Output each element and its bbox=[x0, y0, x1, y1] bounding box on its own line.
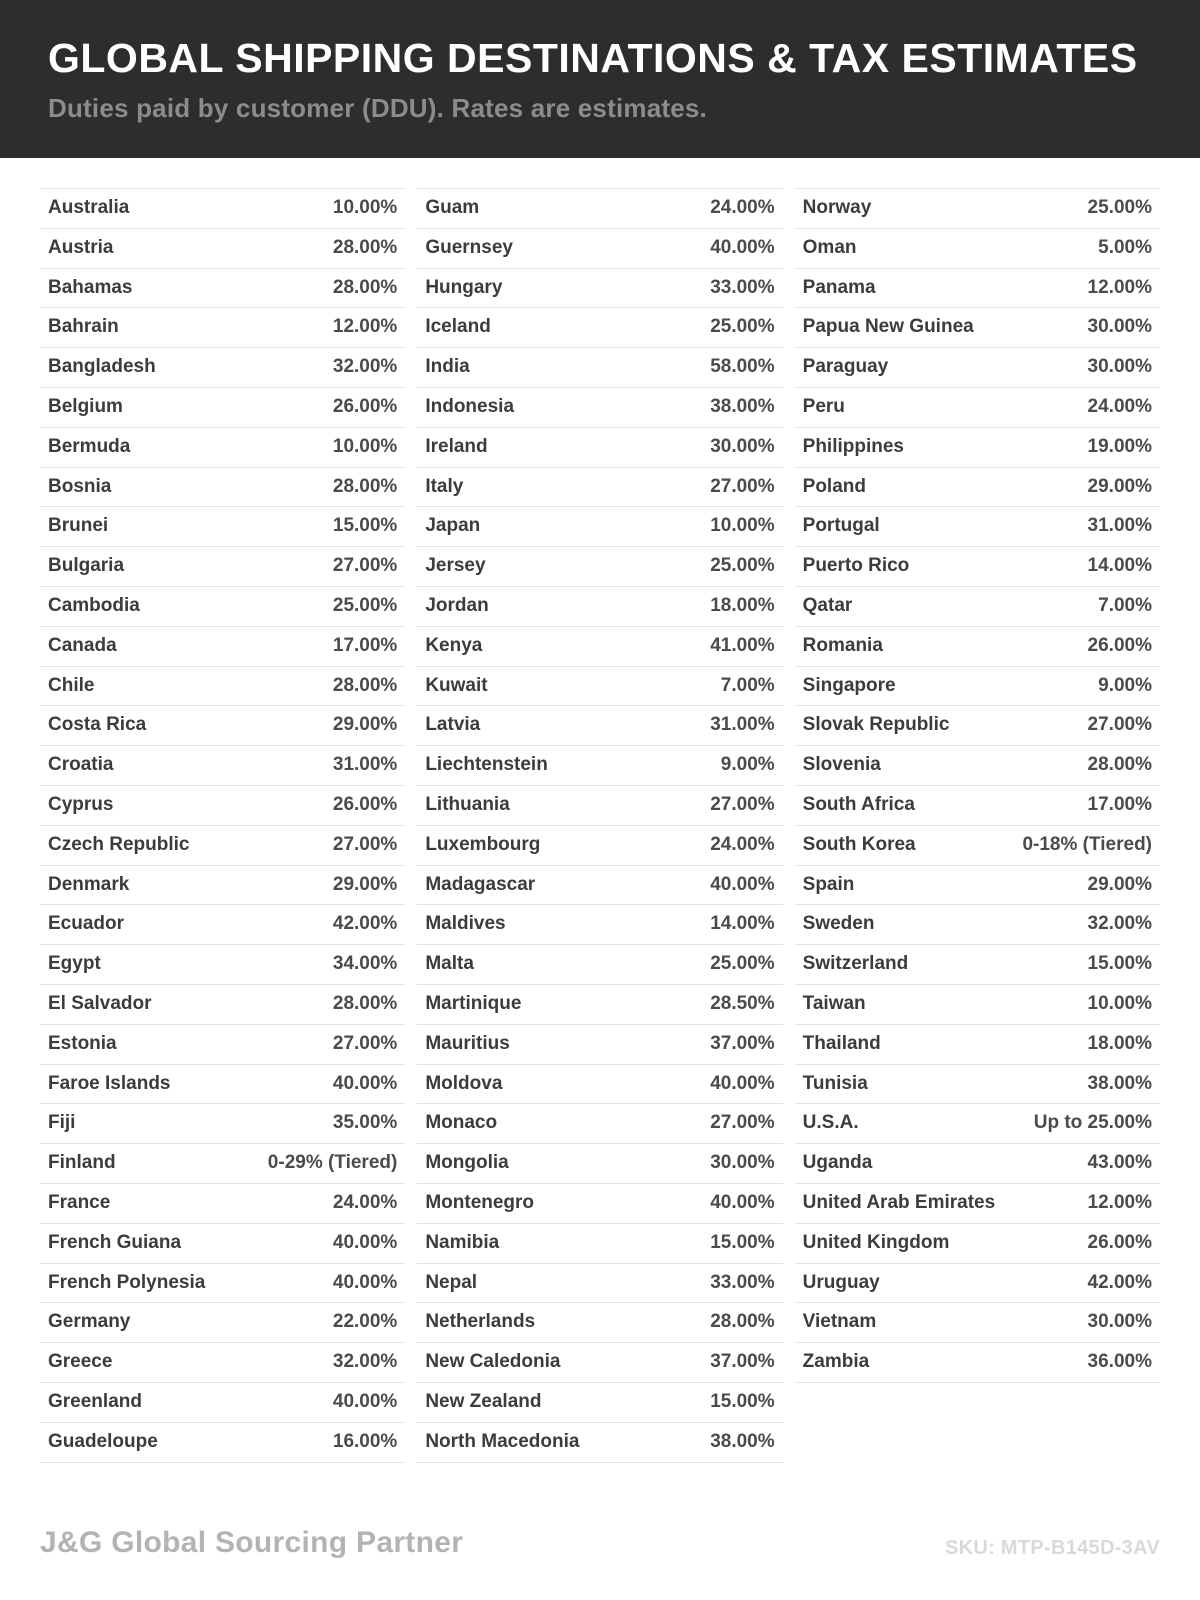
table-row bbox=[40, 507, 405, 547]
tax-rate: 43.00% bbox=[1087, 1152, 1152, 1174]
table-row bbox=[40, 866, 405, 906]
country-name: New Zealand bbox=[425, 1391, 542, 1412]
tax-rate: 40.00% bbox=[332, 1072, 398, 1094]
table-row bbox=[417, 388, 782, 428]
tax-rate: 29.00% bbox=[332, 714, 398, 736]
country-name: Peru bbox=[802, 396, 845, 418]
country-name: Moldova bbox=[425, 1072, 503, 1094]
table-row bbox=[795, 786, 1160, 826]
country-name: Liechtenstein bbox=[425, 754, 548, 776]
table-row bbox=[417, 746, 782, 786]
table-row bbox=[417, 308, 782, 348]
table-row bbox=[40, 1264, 405, 1304]
tax-rate: 10.00% bbox=[1087, 993, 1152, 1015]
page-title: GLOBAL SHIPPING DESTINATIONS & TAX ESTIMATES bbox=[48, 35, 1138, 81]
table-row bbox=[40, 1025, 405, 1065]
tax-rate: 40.00% bbox=[710, 236, 775, 258]
table-row bbox=[40, 746, 405, 786]
table-row bbox=[40, 1343, 405, 1383]
country-name: Sweden bbox=[802, 913, 875, 935]
table-row bbox=[795, 985, 1160, 1025]
country-name: Italy bbox=[425, 475, 464, 497]
table-row bbox=[40, 189, 405, 229]
table-row bbox=[40, 587, 405, 627]
country-name: Qatar bbox=[802, 595, 853, 617]
table-row bbox=[417, 1184, 782, 1224]
tax-rate: 40.00% bbox=[710, 1072, 775, 1094]
table-row bbox=[795, 388, 1160, 428]
tax-rate: 7.00% bbox=[1098, 595, 1152, 617]
country-name: Canada bbox=[48, 634, 117, 656]
country-name: Martinique bbox=[425, 993, 522, 1015]
country-name: Finland bbox=[48, 1152, 116, 1174]
table-row bbox=[40, 428, 405, 468]
table-row bbox=[40, 308, 405, 348]
country-name: Philippines bbox=[802, 435, 905, 457]
tax-rate: 17.00% bbox=[332, 634, 398, 656]
country-name: Egypt bbox=[48, 953, 101, 975]
tax-rate: 12.00% bbox=[1087, 1192, 1152, 1214]
tax-rate: 26.00% bbox=[1087, 634, 1152, 656]
tax-rate: 26.00% bbox=[332, 396, 398, 418]
table-row bbox=[795, 507, 1160, 547]
table-row bbox=[795, 269, 1160, 309]
tax-rate: 24.00% bbox=[332, 1192, 398, 1214]
table-row bbox=[417, 985, 782, 1025]
rates-column-1 bbox=[40, 188, 405, 1463]
tax-rate: 25.00% bbox=[710, 555, 775, 577]
tax-rate: 40.00% bbox=[710, 1192, 775, 1214]
table-row bbox=[417, 627, 782, 667]
tax-rate: 36.00% bbox=[1087, 1351, 1152, 1373]
tax-rate: 38.00% bbox=[1087, 1072, 1152, 1094]
country-name: Ecuador bbox=[48, 913, 125, 935]
table-row bbox=[40, 706, 405, 746]
table-row bbox=[795, 667, 1160, 707]
tax-rate: 29.00% bbox=[1087, 475, 1152, 497]
country-name: Mauritius bbox=[425, 1032, 510, 1054]
tax-rate: 32.00% bbox=[332, 1351, 398, 1373]
country-name: Mongolia bbox=[425, 1152, 509, 1174]
table-row bbox=[417, 1144, 782, 1184]
table-row bbox=[417, 1025, 782, 1065]
table-row bbox=[795, 1144, 1160, 1184]
table-row bbox=[795, 1104, 1160, 1144]
table-row bbox=[795, 348, 1160, 388]
tax-rate: 9.00% bbox=[1098, 674, 1152, 696]
country-name: Iceland bbox=[425, 316, 491, 338]
table-row bbox=[417, 945, 782, 985]
tax-rate: 22.00% bbox=[332, 1311, 398, 1333]
table-row bbox=[417, 468, 782, 508]
table-row bbox=[417, 1065, 782, 1105]
table-row bbox=[417, 1383, 782, 1423]
tax-rate: 30.00% bbox=[1087, 356, 1152, 378]
tax-rate: 27.00% bbox=[710, 1112, 775, 1134]
tax-rate: 26.00% bbox=[332, 794, 398, 816]
tax-rate: 31.00% bbox=[710, 714, 775, 736]
table-row bbox=[795, 1303, 1160, 1343]
tax-rate: 37.00% bbox=[710, 1032, 775, 1054]
country-name: Fiji bbox=[48, 1112, 76, 1134]
country-name: Guam bbox=[425, 197, 480, 219]
country-name: France bbox=[48, 1192, 111, 1214]
table-row bbox=[40, 1224, 405, 1264]
tax-rate: 29.00% bbox=[332, 873, 398, 895]
page-subtitle: Duties paid by customer (DDU). Rates are estimates. bbox=[48, 93, 707, 124]
country-name: Ireland bbox=[425, 435, 488, 457]
country-name: Oman bbox=[802, 236, 857, 258]
country-name: Slovak Republic bbox=[802, 714, 950, 736]
country-name: Malta bbox=[425, 953, 474, 975]
country-name: Costa Rica bbox=[48, 714, 147, 736]
table-row bbox=[40, 667, 405, 707]
tax-rate: 14.00% bbox=[710, 913, 775, 935]
tax-rate: 40.00% bbox=[710, 873, 775, 895]
country-name: Indonesia bbox=[425, 396, 515, 418]
country-name: Switzerland bbox=[802, 953, 909, 975]
tax-rate: 28.00% bbox=[1087, 754, 1152, 776]
table-row bbox=[417, 826, 782, 866]
country-name: Romania bbox=[802, 634, 883, 656]
country-name: Zambia bbox=[802, 1351, 870, 1373]
tax-rate: 15.00% bbox=[710, 1391, 775, 1412]
tax-rate: 25.00% bbox=[710, 316, 775, 338]
table-row bbox=[40, 1383, 405, 1423]
table-row bbox=[40, 627, 405, 667]
country-name: Lithuania bbox=[425, 794, 510, 816]
table-row bbox=[795, 627, 1160, 667]
country-name: South Korea bbox=[802, 833, 916, 855]
table-row bbox=[417, 547, 782, 587]
tax-rate: 38.00% bbox=[710, 396, 775, 418]
tax-rate: 33.00% bbox=[710, 276, 775, 298]
country-name: Puerto Rico bbox=[802, 555, 910, 577]
table-row bbox=[40, 945, 405, 985]
tax-rate: 19.00% bbox=[1087, 435, 1152, 457]
country-name: Hungary bbox=[425, 276, 503, 298]
tax-rate: 27.00% bbox=[710, 794, 775, 816]
table-row bbox=[417, 1104, 782, 1144]
tax-rate: 25.00% bbox=[332, 595, 398, 617]
tax-rate: 38.00% bbox=[710, 1430, 775, 1452]
country-name: United Kingdom bbox=[802, 1231, 950, 1253]
table-row bbox=[40, 1303, 405, 1343]
tax-rate: 27.00% bbox=[332, 555, 398, 577]
table-row bbox=[40, 269, 405, 309]
tax-rate: 25.00% bbox=[710, 953, 775, 975]
country-name: New Caledonia bbox=[425, 1351, 561, 1373]
country-name: Bahamas bbox=[48, 276, 133, 298]
tax-rate: 40.00% bbox=[332, 1231, 398, 1253]
table-row bbox=[795, 308, 1160, 348]
country-name: Bangladesh bbox=[48, 356, 156, 378]
country-name: Taiwan bbox=[802, 993, 866, 1015]
tax-rate: 28.00% bbox=[332, 236, 398, 258]
country-name: Greenland bbox=[48, 1391, 142, 1412]
country-name: El Salvador bbox=[48, 993, 152, 1015]
country-name: Bahrain bbox=[48, 316, 119, 338]
tax-rate: 17.00% bbox=[1087, 794, 1152, 816]
country-name: Brunei bbox=[48, 515, 109, 537]
country-name: Bulgaria bbox=[48, 555, 125, 577]
tax-rate: 40.00% bbox=[332, 1391, 398, 1412]
table-row bbox=[417, 1343, 782, 1383]
tax-rate: 28.00% bbox=[332, 993, 398, 1015]
table-row bbox=[417, 269, 782, 309]
tax-rate: 24.00% bbox=[710, 833, 775, 855]
country-name: Chile bbox=[48, 674, 95, 696]
tax-rate: 5.00% bbox=[1098, 236, 1152, 258]
tax-rate: 15.00% bbox=[1087, 953, 1152, 975]
tax-rate: 16.00% bbox=[332, 1430, 398, 1452]
table-row bbox=[40, 1065, 405, 1105]
table-row bbox=[795, 945, 1160, 985]
country-name: Jersey bbox=[425, 555, 486, 577]
table-row bbox=[795, 706, 1160, 746]
tax-rate: 12.00% bbox=[1087, 276, 1152, 298]
country-name: Latvia bbox=[425, 714, 481, 736]
table-row bbox=[40, 905, 405, 945]
country-name: Denmark bbox=[48, 873, 130, 895]
table-row bbox=[795, 229, 1160, 269]
country-name: Greece bbox=[48, 1351, 113, 1373]
country-name: French Guiana bbox=[48, 1231, 182, 1253]
table-row bbox=[795, 1025, 1160, 1065]
rates-column-2 bbox=[417, 188, 782, 1463]
tax-rate: 41.00% bbox=[710, 634, 775, 656]
tax-rate: 9.00% bbox=[720, 754, 775, 776]
brand-text: J&G Global Sourcing Partner bbox=[40, 1526, 464, 1559]
tax-rate: 31.00% bbox=[1087, 515, 1152, 537]
table-row bbox=[417, 1423, 782, 1463]
tax-rate: 0-29% (Tiered) bbox=[267, 1152, 398, 1174]
tax-rate: 15.00% bbox=[710, 1231, 775, 1253]
country-name: Germany bbox=[48, 1311, 131, 1333]
country-name: Czech Republic bbox=[48, 833, 190, 855]
country-name: Uruguay bbox=[802, 1271, 880, 1293]
table-row bbox=[417, 1264, 782, 1304]
country-name: U.S.A. bbox=[802, 1112, 859, 1134]
table-row bbox=[795, 547, 1160, 587]
table-row bbox=[417, 348, 782, 388]
table-row bbox=[795, 1264, 1160, 1304]
country-name: Bosnia bbox=[48, 475, 112, 497]
tax-rate: 32.00% bbox=[1087, 913, 1152, 935]
country-name: Tunisia bbox=[802, 1072, 868, 1094]
tax-rate: 28.00% bbox=[332, 276, 398, 298]
tax-rate: 27.00% bbox=[332, 833, 398, 855]
table-row bbox=[795, 746, 1160, 786]
table-row bbox=[417, 1224, 782, 1264]
tax-rate: 37.00% bbox=[710, 1351, 775, 1373]
table-row bbox=[417, 786, 782, 826]
country-name: Kenya bbox=[425, 634, 483, 656]
country-name: Monaco bbox=[425, 1112, 498, 1134]
table-row bbox=[795, 866, 1160, 906]
tax-rate: 28.00% bbox=[332, 674, 398, 696]
table-row bbox=[417, 905, 782, 945]
country-name: Netherlands bbox=[425, 1311, 536, 1333]
table-row bbox=[40, 1144, 405, 1184]
country-name: Cambodia bbox=[48, 595, 140, 617]
country-name: Spain bbox=[802, 873, 855, 895]
footer bbox=[0, 1526, 1200, 1600]
table-row bbox=[40, 229, 405, 269]
table-row bbox=[795, 189, 1160, 229]
table-row bbox=[417, 667, 782, 707]
country-name: Cyprus bbox=[48, 794, 114, 816]
country-name: Guernsey bbox=[425, 236, 513, 258]
tax-rate: 18.00% bbox=[1087, 1032, 1152, 1054]
country-name: Estonia bbox=[48, 1032, 117, 1054]
table-row bbox=[795, 428, 1160, 468]
tax-rate: 26.00% bbox=[1087, 1231, 1152, 1253]
sku-label: SKU: MTP-B145D-3AV bbox=[944, 1537, 1160, 1559]
country-name: Norway bbox=[802, 197, 872, 219]
country-name: Slovenia bbox=[802, 754, 881, 776]
table-row bbox=[795, 1343, 1160, 1383]
table-row bbox=[417, 1303, 782, 1343]
country-name: Croatia bbox=[48, 754, 114, 776]
rates-column-3 bbox=[795, 188, 1160, 1383]
table-row bbox=[40, 826, 405, 866]
tax-rate: 29.00% bbox=[1087, 873, 1152, 895]
country-name: Luxembourg bbox=[425, 833, 541, 855]
tax-rate: 28.00% bbox=[710, 1311, 775, 1333]
tax-rate: 30.00% bbox=[710, 1152, 775, 1174]
table-row bbox=[40, 388, 405, 428]
tax-rate: 12.00% bbox=[332, 316, 398, 338]
tax-rate: 18.00% bbox=[710, 595, 775, 617]
table-row bbox=[40, 985, 405, 1025]
country-name: Guadeloupe bbox=[48, 1430, 158, 1452]
tax-rate: 30.00% bbox=[710, 435, 775, 457]
table-row bbox=[795, 1065, 1160, 1105]
tax-rate: 58.00% bbox=[710, 356, 775, 378]
country-name: Uganda bbox=[802, 1152, 873, 1174]
table-row bbox=[40, 348, 405, 388]
country-name: Poland bbox=[802, 475, 866, 497]
country-name: Montenegro bbox=[425, 1192, 535, 1214]
table-row bbox=[795, 826, 1160, 866]
table-row bbox=[40, 468, 405, 508]
tax-rate: 42.00% bbox=[1087, 1271, 1152, 1293]
tax-rate: 27.00% bbox=[1087, 714, 1152, 736]
tax-rate: 30.00% bbox=[1087, 1311, 1152, 1333]
tax-rate: 40.00% bbox=[332, 1271, 398, 1293]
country-name: Australia bbox=[48, 197, 130, 219]
tax-rate: 15.00% bbox=[332, 515, 398, 537]
table-row bbox=[795, 1224, 1160, 1264]
tax-rate: 30.00% bbox=[1087, 316, 1152, 338]
table-row bbox=[795, 905, 1160, 945]
country-name: Jordan bbox=[425, 595, 489, 617]
country-name: Madagascar bbox=[425, 873, 536, 895]
tax-rate: 24.00% bbox=[710, 197, 775, 219]
tax-rate: 28.00% bbox=[332, 475, 398, 497]
country-name: Belgium bbox=[48, 396, 123, 418]
header bbox=[0, 0, 1200, 158]
tax-rate: 28.50% bbox=[710, 993, 775, 1015]
country-name: United Arab Emirates bbox=[802, 1192, 996, 1214]
country-name: Nepal bbox=[425, 1271, 478, 1293]
table-row bbox=[40, 786, 405, 826]
tax-rate: 24.00% bbox=[1087, 396, 1152, 418]
country-name: Japan bbox=[425, 515, 481, 537]
country-name: North Macedonia bbox=[425, 1430, 580, 1452]
tax-rate: Up to 25.00% bbox=[1033, 1112, 1152, 1134]
tax-rate: 14.00% bbox=[1087, 555, 1152, 577]
tax-rate: 10.00% bbox=[710, 515, 775, 537]
country-name: Faroe Islands bbox=[48, 1072, 171, 1094]
country-name: Thailand bbox=[802, 1032, 881, 1054]
country-name: Papua New Guinea bbox=[802, 316, 974, 338]
country-name: Vietnam bbox=[802, 1311, 877, 1333]
rates-table bbox=[40, 188, 1160, 1463]
table-row bbox=[40, 1423, 405, 1463]
country-name: French Polynesia bbox=[48, 1271, 206, 1293]
country-name: Austria bbox=[48, 236, 114, 258]
tax-rate: 27.00% bbox=[332, 1032, 398, 1054]
table-row bbox=[417, 587, 782, 627]
country-name: India bbox=[425, 356, 470, 378]
tax-rate: 33.00% bbox=[710, 1271, 775, 1293]
tax-rate: 32.00% bbox=[332, 356, 398, 378]
tax-rate: 0-18% (Tiered) bbox=[1022, 833, 1152, 855]
country-name: Paraguay bbox=[802, 356, 889, 378]
table-row bbox=[417, 507, 782, 547]
country-name: South Africa bbox=[802, 794, 915, 816]
table-row bbox=[795, 587, 1160, 627]
country-name: Namibia bbox=[425, 1231, 500, 1253]
table-row bbox=[417, 428, 782, 468]
tax-rate: 10.00% bbox=[332, 197, 398, 219]
table-row bbox=[795, 1184, 1160, 1224]
country-name: Kuwait bbox=[425, 674, 488, 696]
table-row bbox=[417, 229, 782, 269]
table-row bbox=[795, 468, 1160, 508]
country-name: Portugal bbox=[802, 515, 880, 537]
country-name: Singapore bbox=[802, 674, 896, 696]
tax-rate: 25.00% bbox=[1087, 197, 1152, 219]
tax-rate: 31.00% bbox=[332, 754, 398, 776]
tax-rate: 7.00% bbox=[720, 674, 775, 696]
tax-rate: 35.00% bbox=[332, 1112, 398, 1134]
tax-rate: 34.00% bbox=[332, 953, 398, 975]
country-name: Bermuda bbox=[48, 435, 131, 457]
tax-rate: 42.00% bbox=[332, 913, 398, 935]
table-row bbox=[40, 547, 405, 587]
country-name: Maldives bbox=[425, 913, 506, 935]
table-row bbox=[417, 189, 782, 229]
country-name: Panama bbox=[802, 276, 876, 298]
table-row bbox=[417, 706, 782, 746]
table-row bbox=[40, 1184, 405, 1224]
tax-rate: 10.00% bbox=[332, 435, 398, 457]
table-row bbox=[417, 866, 782, 906]
tax-rate: 27.00% bbox=[710, 475, 775, 497]
table-row bbox=[40, 1104, 405, 1144]
